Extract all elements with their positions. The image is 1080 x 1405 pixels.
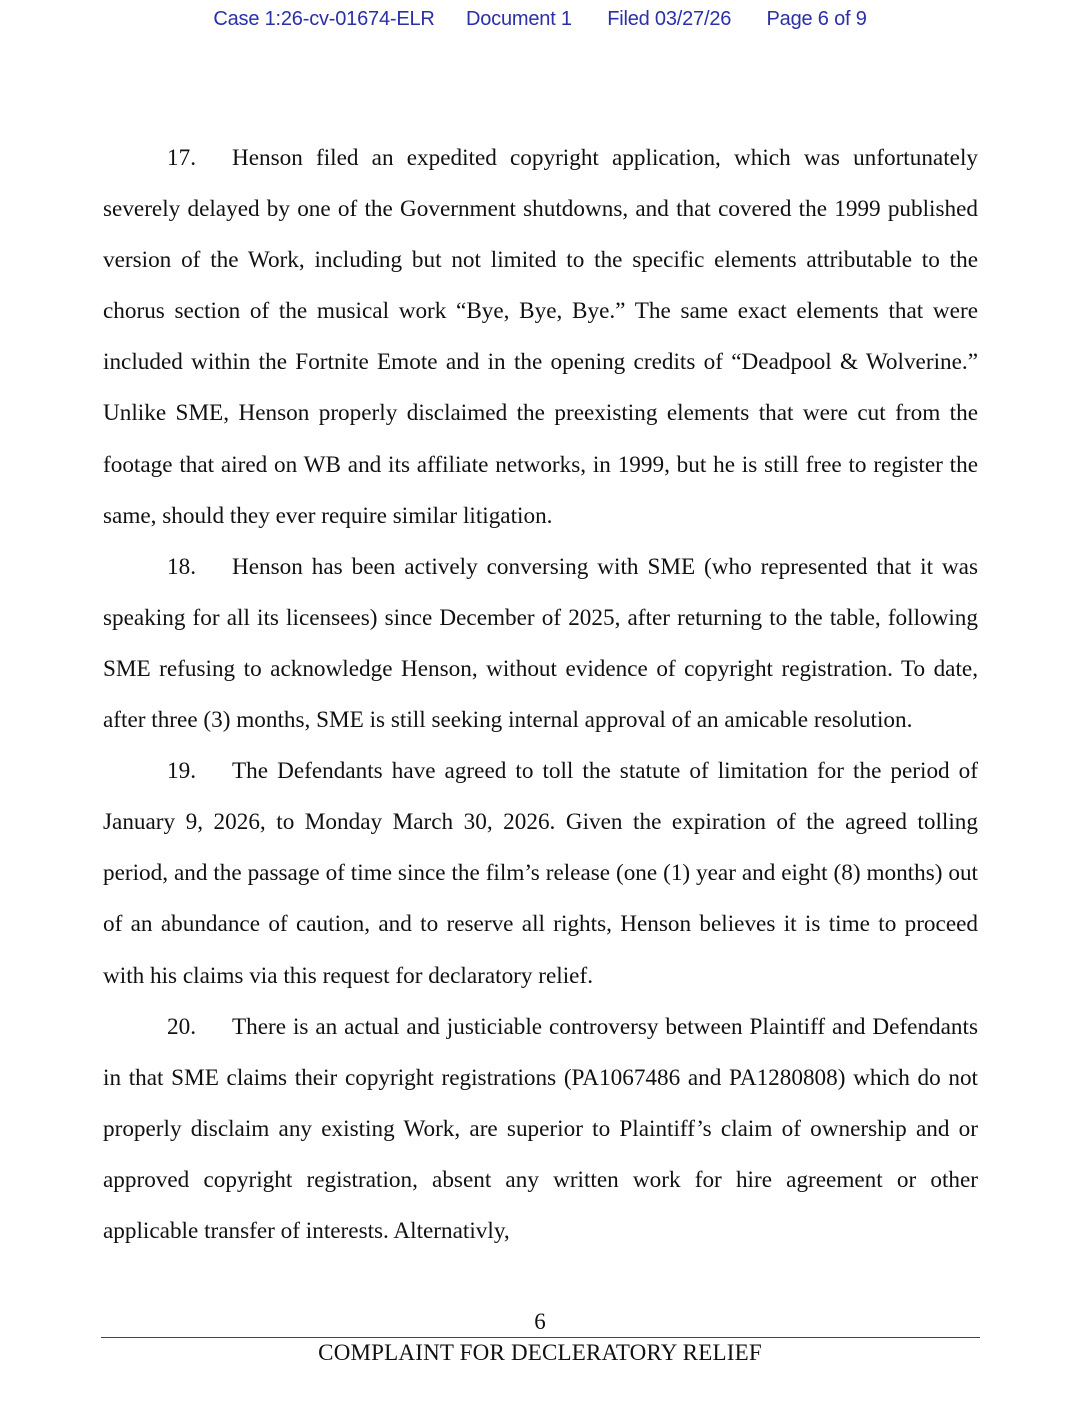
- case-number: Case 1:26-cv-01674-ELR: [213, 8, 435, 30]
- page-indicator: Page 6 of 9: [766, 8, 867, 30]
- paragraph-text: Henson filed an expedited copyright application, which was unfortunately severely delayed by one of the Government shutdowns, and that covered the 1999 published version of the Work, including but not limited to the specific elements attributable to the chorus section of the musical work “Bye, Bye, Bye.” The same exact elements that were included within the Fortnite Emote and in the opening credits of “Deadpool & Wolverine.” Unlike SME, Henson properly disclaimed the preexisting elements that were cut from the footage that aired on WB and its affiliate networks, in 1999, but he is still free to register the same, should they ever require similar litigation.: [103, 145, 978, 529]
- paragraph-17: [103, 133, 978, 542]
- document-body: [103, 133, 978, 1257]
- paragraph-number: 17.: [167, 145, 196, 171]
- paragraph-text: The Defendants have agreed to toll the statute of limitation for the period of January 9, 2026, to Monday March 30, 2026. Given the expiration of the agreed tolling period, and the passage of time since the film’s release (one (1) year and eight (8) months) out of an abundance of caution, and to reserve all rights, Henson believes it is time to proceed with his claims via this request for declaratory relief.: [103, 758, 978, 989]
- page-number: 6: [534, 1309, 546, 1334]
- paragraph-18: [103, 542, 978, 746]
- footer-document-title: COMPLAINT FOR DECLERATORY RELIEF: [318, 1340, 762, 1365]
- paragraph-number: 19.: [167, 758, 196, 785]
- court-filing-header: [0, 8, 1080, 31]
- paragraph-text: There is an actual and justiciable controversy between Plaintiff and Defendants in that SME claims their copyright registrations (PA1067486 and PA1280808) which do not properly disclaim any existing Work, are superior to Plaintiff’s claim of ownership and or approved copyright registration, absent any written work for hire agreement or other applicable transfer of interests. Alternativly,: [103, 1013, 978, 1244]
- paragraph-number: 18.: [167, 553, 196, 580]
- paragraph-20: [103, 1002, 978, 1257]
- paragraph-text: Henson has been actively conversing with SME (who represented that it was speaking for all its licensees) since December of 2025, after returning to the table, following SME refusing to acknowledge Henson, without evidence of copyright registration. To date, after three (3) months, SME is still seeking internal approval of an amicable resolution.: [103, 553, 978, 734]
- document-number: Document 1: [466, 8, 572, 30]
- footer-divider: [101, 1337, 980, 1338]
- filed-date: Filed 03/27/26: [607, 8, 732, 30]
- paragraph-number: 20.: [167, 1013, 196, 1040]
- paragraph-19: [103, 746, 978, 1001]
